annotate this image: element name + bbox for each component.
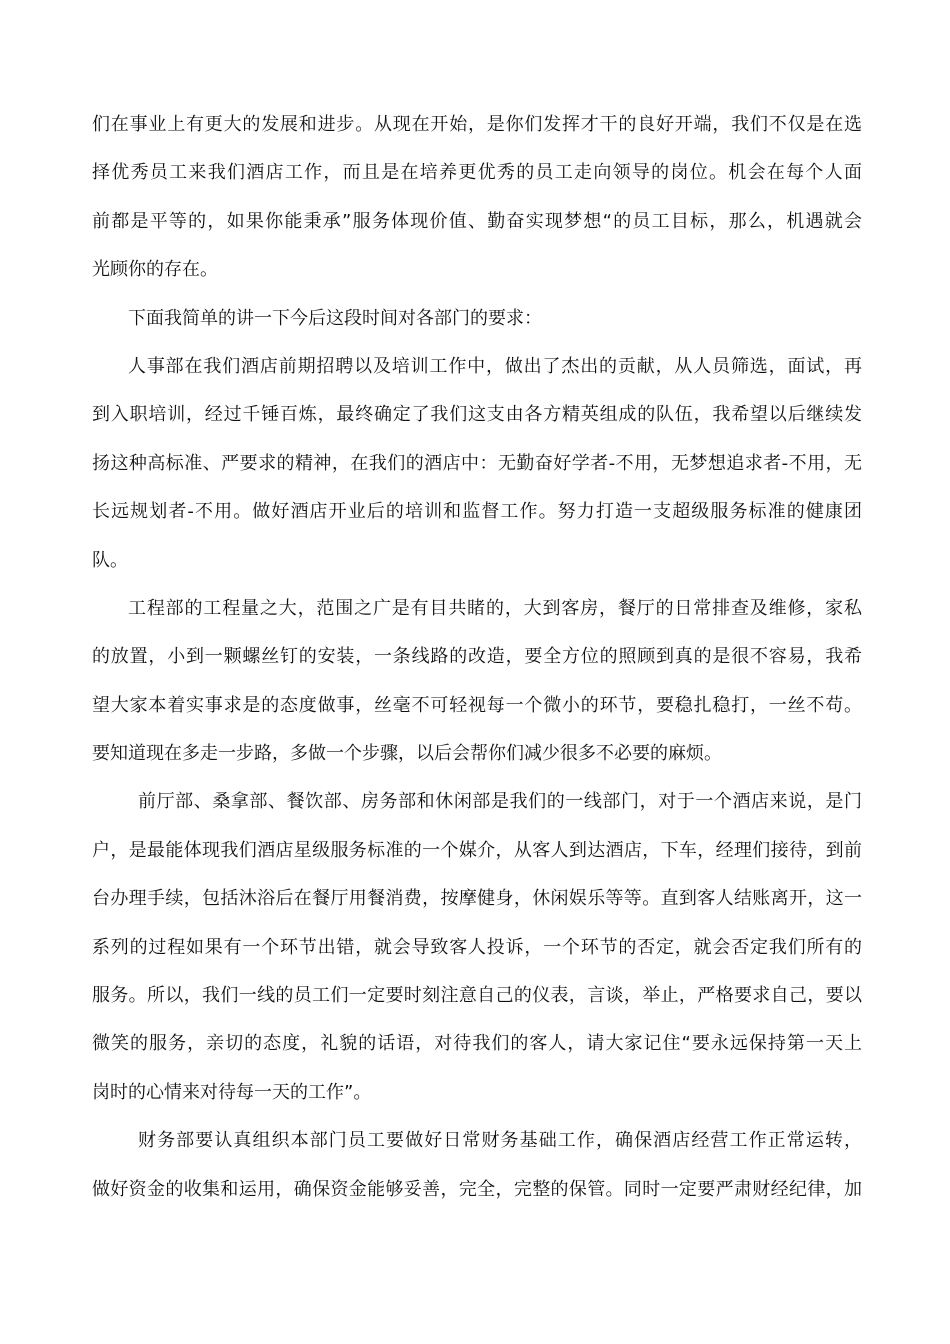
text-line: 扬这种高标准、严要求的精神，在我们的酒店中：无勤奋好学者-不用，无梦想追求者-不用，无 [92,452,862,474]
paragraph-first-line: 下面我简单的讲一下今后这段时间对各部门的要求： [128,307,542,329]
paragraph-first-line: 前厅部、桑拿部、餐饮部、房务部和休闲部是我们的一线部门，对于一个酒店来说，是门 [138,791,862,813]
text-line: 到入职培训，经过千锤百炼，最终确定了我们这支由各方精英组成的队伍，我希望以后继续发 [92,404,862,426]
text-line: 的放置，小到一颗螺丝钉的安装，一条线路的改造，要全方位的照顾到真的是很不容易，我希 [92,646,862,668]
paragraph-first-line: 人事部在我们酒店前期招聘以及培训工作中，做出了杰出的贡献，从人员筛选，面试，再 [128,355,862,377]
text-line: 系列的过程如果有一个环节出错，就会导致客人投诉，一个环节的否定，就会否定我们所有的 [92,936,862,958]
text-line: 岗时的心情来对待每一天的工作”。 [92,1081,372,1103]
text-line: 长远规划者-不用。做好酒店开业后的培训和监督工作。努力打造一支超级服务标准的健康团 [92,501,862,523]
paragraph-first-line: 工程部的工程量之大，范围之广是有目共睹的，大到客房，餐厅的日常排查及维修，家私 [128,597,862,619]
text-line: 户，是最能体现我们酒店星级服务标准的一个媒介，从客人到达酒店，下车，经理们接待，到前 [92,839,862,861]
text-line: 们在事业上有更大的发展和进步。从现在开始，是你们发挥才干的良好开端，我们不仅是在选 [92,114,862,135]
text-line: 择优秀员工来我们酒店工作，而且是在培养更优秀的员工走向领导的岗位。机会在每个人面 [92,162,862,184]
text-line: 前都是平等的，如果你能秉承”服务体现价值、勤奋实现梦想“的员工目标，那么，机遇就会 [92,210,862,232]
text-line: 台办理手续，包括沐浴后在餐厅用餐消费，按摩健身，休闲娱乐等等。直到客人结账离开，这一 [92,888,862,910]
document-body [92,101,862,1214]
paragraph-first-line: 财务部要认真组织本部门员工要做好日常财务基础工作，确保酒店经营工作正常运转， [138,1130,862,1152]
text-line: 服务。所以，我们一线的员工们一定要时刻注意自己的仪表，言谈，举止，严格要求自己，要以 [92,985,862,1007]
text-line: 队。 [92,549,128,571]
text-line: 微笑的服务，亲切的态度，礼貌的话语，对待我们的客人，请大家记住“要永远保持第一天上 [92,1033,862,1055]
text-line: 望大家本着实事求是的态度做事，丝毫不可轻视每一个微小的环节，要稳扎稳打，一丝不苟。 [92,694,862,716]
text-line: 光顾你的存在。 [92,259,218,281]
text-line: 做好资金的收集和运用，确保资金能够妥善，完全，完整的保管。同时一定要严肃财经纪律，加 [92,1178,862,1200]
text-line: 要知道现在多走一步路，多做一个步骤，以后会帮你们减少很多不必要的麻烦。 [92,743,722,765]
